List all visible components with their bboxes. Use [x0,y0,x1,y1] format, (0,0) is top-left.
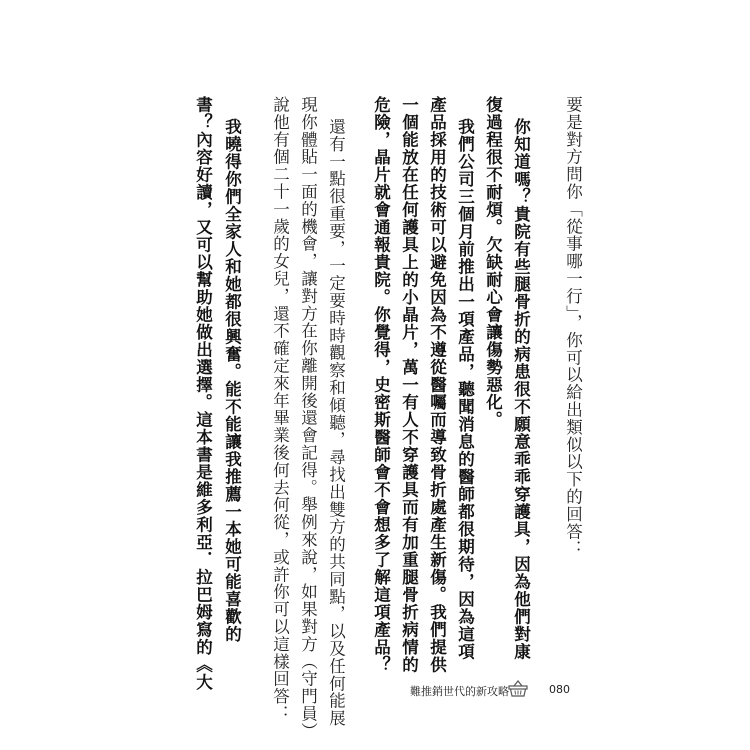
text-column-6: 一個能放在任何護具上的小晶片，萬一有人不穿護具而有加重腿骨折病情的 [399,96,419,674]
text-column-4: 我們公司三個月前推出一項產品，聽聞消息的醫師都很期待，因為這項 [455,118,475,661]
text-column-1: 要是對方問你「從事哪一行」，你可以給出類似以下的回答： [563,96,583,558]
page-number: 080 [549,683,570,696]
text-column-2: 你知道嗎？貴院有些腿骨折的病患很不願意乖乖穿護具，因為他們對康 [511,118,531,661]
text-column-10: 說他有個二十一歲的女兒，還不確定來年畢業後何去何從，或許你可以這樣回答： [270,96,290,723]
text-column-11: 我曉得你們全家人和她都很興奮。能不能讓我推薦一本她可能喜歡的 [222,118,242,643]
text-column-5: 產品採用的技術可以避免因為不遵從醫囑而導致骨折處產生新傷。我們提供 [427,96,447,674]
text-column-9: 現你體貼一面的機會，讓對方在你離開後還會記得。舉例來說，如果對方（守門員） [298,96,318,740]
basket-icon [507,680,529,698]
text-column-3: 復過程很不耐煩。欠缺耐心會讓傷勢惡化。 [483,96,503,429]
page-footer [410,680,580,700]
text-column-8: 還有一點很重要，一定要時時觀察和傾聽，尋找出雙方的共同點，以及任何能展 [326,118,346,727]
text-column-7: 危險，晶片就會通報貴院。你覺得，史密斯醫師會不會想多了解這項產品？ [371,96,391,674]
text-column-12: 書？內容好讀，又可以幫助她做出選擇。這本書是維多利亞．拉巴姆寫的《大 [193,96,213,691]
book-title: 難推銷世代的新攻略 [410,685,509,698]
